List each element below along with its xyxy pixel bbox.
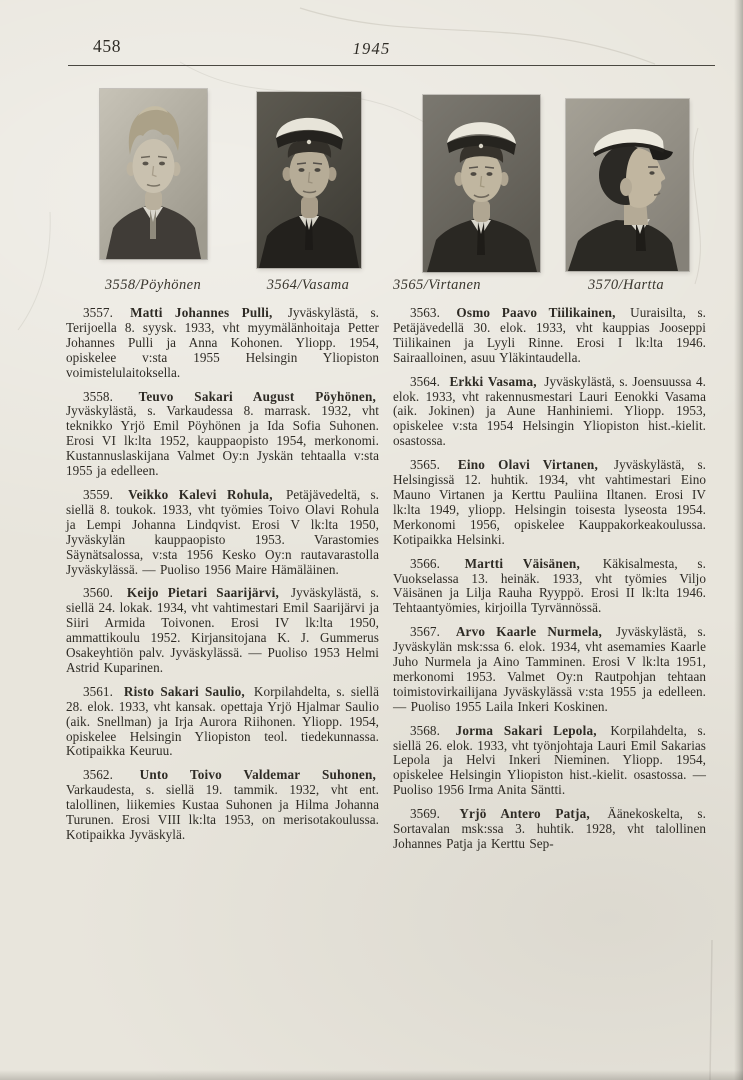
photo-caption: 3558/Pöyhönen xyxy=(104,277,202,293)
entry-number: 3564. xyxy=(410,373,440,389)
register-entry xyxy=(66,685,379,760)
right-column xyxy=(393,306,706,861)
register-entry xyxy=(66,768,379,843)
photo-caption: 3570/Hartta xyxy=(587,277,665,293)
entry-number: 3563. xyxy=(410,305,440,320)
page-number: 458 xyxy=(93,36,122,56)
register-entry xyxy=(393,557,706,617)
register-entry xyxy=(393,306,706,366)
year-heading: 1945 xyxy=(352,39,391,58)
register-entry xyxy=(393,807,706,852)
entry-number: 3567. xyxy=(410,624,440,640)
entry-text: Petäjävedeltä, s. siellä 8. toukok. 1933, vht työmies Toivo Olavi Rohula ja Lempi Johanna Lindqvist. Erosi V lk:lta 1950, Jyväskylän kauppaopisto 1953. Varastomies Säynätsalossa, v:sta 1956 Kesko Oy:n rautavarastolla Jyväskylässä. — Puoliso 1956 Maire Hämäläinen. xyxy=(66,486,379,577)
entry-number: 3561. xyxy=(83,683,113,699)
entry-text: Käkisalmesta, s. Vuokselassa 13. heinäk. 1933, vht työmies Viljo Väisänen ja Lilja Rauha Ryyppö. Erosi II lk:lta 1946. Tehtaantyömies, kirjoilla Tyrvännössä. xyxy=(393,555,706,616)
entry-text: Varkaudesta, s. siellä 19. tammik. 1932, vht ent. talollinen, liikemies Kustaa Suhonen ja Hilma Johanna Turunen. Erosi VIII lk:lta 1953, on merisotakoulussa. Kotipaikka Jyväskylä. xyxy=(66,782,379,842)
entry-number: 3558. xyxy=(83,388,113,404)
left-column xyxy=(66,306,379,861)
header-rule xyxy=(68,65,715,66)
register-entry xyxy=(393,724,706,799)
entry-number: 3560. xyxy=(83,585,113,601)
entry-text: Jyväskylästä, s. siellä 24. lokak. 1934, vht vahtimestari Emil Saarijärvi ja Siiri Armida Toivonen. Erosi IV lk:lta 1950, ammattikoulu 1952. Kirjansitojana K. J. Gummerus Osakeyhtiön palv. Jyväskylässä. — Puoliso 1953 Helmi Astrid Kuparinen. xyxy=(66,585,379,675)
portrait-photo-poyhonen xyxy=(100,89,207,259)
entry-text: Jyväskylästä, s. Joensuussa 4. elok. 1933, vht rakennusmestari Lauri Eenokki Vasama (aik. Jokinen) ja Aune Hanhiniemi. Yliopp. 1953, opiskelee v:sta 1954 Helsingin Yliopiston hist.-kielit. osastossa. xyxy=(393,373,707,449)
register-entry xyxy=(393,458,706,547)
entry-name: Unto Toivo Valdemar Suhonen, xyxy=(139,767,376,783)
register-entry xyxy=(66,306,379,381)
entry-number: 3562. xyxy=(83,767,113,783)
photo-caption: 3564/Vasama xyxy=(266,277,350,293)
entry-number: 3565. xyxy=(410,457,440,473)
entry-name: Martti Väisänen, xyxy=(464,555,580,571)
portrait-photo-vasama xyxy=(257,92,361,268)
register-entry xyxy=(66,488,379,577)
entry-text: Jyväskylästä, s. Jyväskylän msk:ssa 6. elok. 1934, vht asemamies Kaarle Juho Nurmela ja Aino Tamminen. Erosi V lk:lta 1951, merkonomi 1953. Valmet Oy:n Rautpohjan tehtaan toimistovirkailijana Jyväskylässä v:sta 1955 ja edelleen. — Puoliso 1955 Laila Inkeri Koskinen. xyxy=(393,624,706,714)
register-entry xyxy=(393,625,706,714)
register-entry xyxy=(393,375,706,450)
entry-text: Jyväskylästä, s. Terijoella 8. syysk. 1933, vht myymälänhoitaja Petter Johannes Pulli ja Anna Kohonen. Yliopp. 1954, opiskelee v:sta 1955 Helsingin Yliopiston voimistelulaitoksella. xyxy=(66,305,379,380)
portrait-photo-virtanen xyxy=(423,95,540,272)
entry-text: Korpilahdelta, s. siellä 28. elok. 1933, vht kansak. opettaja Yrjö Hjalmar Saulio (aik. Snellman) ja Irja Aurora Riihonen. Yliopp. 1954, opiskelee Helsingin Yliopiston teol. tiedekunnassa. Kotipaikka Keuruu. xyxy=(66,683,379,759)
entry-name: Jorma Sakari Lepola, xyxy=(455,722,597,738)
entry-text: Uuraisilta, s. Petäjävedellä 30. elok. 1933, vht kauppias Jooseppi Tiilikainen ja Lyyli Rinne. Erosi I lk:lta 1946. Sairaalloinen, asuu Yläkintaudella. xyxy=(393,305,706,365)
entry-name: Risto Sakari Saulio, xyxy=(123,683,245,699)
entry-name: Teuvo Sakari August Pöyhönen, xyxy=(138,388,376,404)
entry-name: Eino Olavi Virtanen, xyxy=(457,457,598,473)
register-entry xyxy=(66,390,379,479)
entry-text: Korpilahdelta, s. siellä 26. elok. 1933, vht työnjohtaja Lauri Emil Sakarias Lepola ja Helvi Inkeri Nieminen. Yliopp. 1954, opiskelee Helsingin Yliopiston hist.-kielit. osastossa. — Puoliso 1956 Irma Anita Säntti. xyxy=(393,722,706,798)
entry-name: Matti Johannes Pulli, xyxy=(130,305,273,320)
entry-number: 3569. xyxy=(410,806,440,822)
entry-name: Erkki Vasama, xyxy=(449,373,537,389)
entry-text: Äänekoskelta, s. Sortavalan msk:ssa 3. huhtik. 1928, vht talollinen Johannes Patja ja Kerttu Sep- xyxy=(393,806,706,851)
entry-name: Yrjö Antero Patja, xyxy=(459,806,590,822)
entry-name: Arvo Kaarle Nurmela, xyxy=(455,624,603,640)
portrait-photo-hartta xyxy=(566,99,689,271)
entry-name: Veikko Kalevi Rohula, xyxy=(128,486,273,502)
entry-number: 3568. xyxy=(410,722,440,738)
register-entry xyxy=(66,586,379,675)
entry-name: Osmo Paavo Tiilikainen, xyxy=(456,305,616,320)
photo-caption: 3565/Virtanen xyxy=(393,277,481,293)
entry-number: 3557. xyxy=(83,305,113,320)
entry-number: 3559. xyxy=(83,486,113,502)
entry-number: 3566. xyxy=(410,555,440,571)
entry-text: Jyväskylästä, s. Helsingissä 12. huhtik. 1934, vht vahtimestari Eino Mauno Virtanen ja Kerttu Pauliina Iltanen. Erosi IV lk:lta 1949, yliopp. Helsingin toisesta lyseosta 1954. Merkonomi 1956, opiskelee Kauppakorkeakoulussa. Kotipaikka Helsinki. xyxy=(393,457,706,547)
entry-name: Keijo Pietari Saarijärvi, xyxy=(126,585,279,601)
entry-text: Jyväskylästä, s. Varkaudessa 8. marrask. 1932, vht teknikko Yrjö Emil Pöyhönen ja Ida Sofia Suhonen. Erosi VI lk:lta 1952, kauppaopisto 1954, merkonomi. Kustannuslaskijana Valmet Oy:n Jyskän tehtaalla v:sta 1955 ja edelleen. xyxy=(66,403,379,479)
register-text xyxy=(66,306,706,861)
